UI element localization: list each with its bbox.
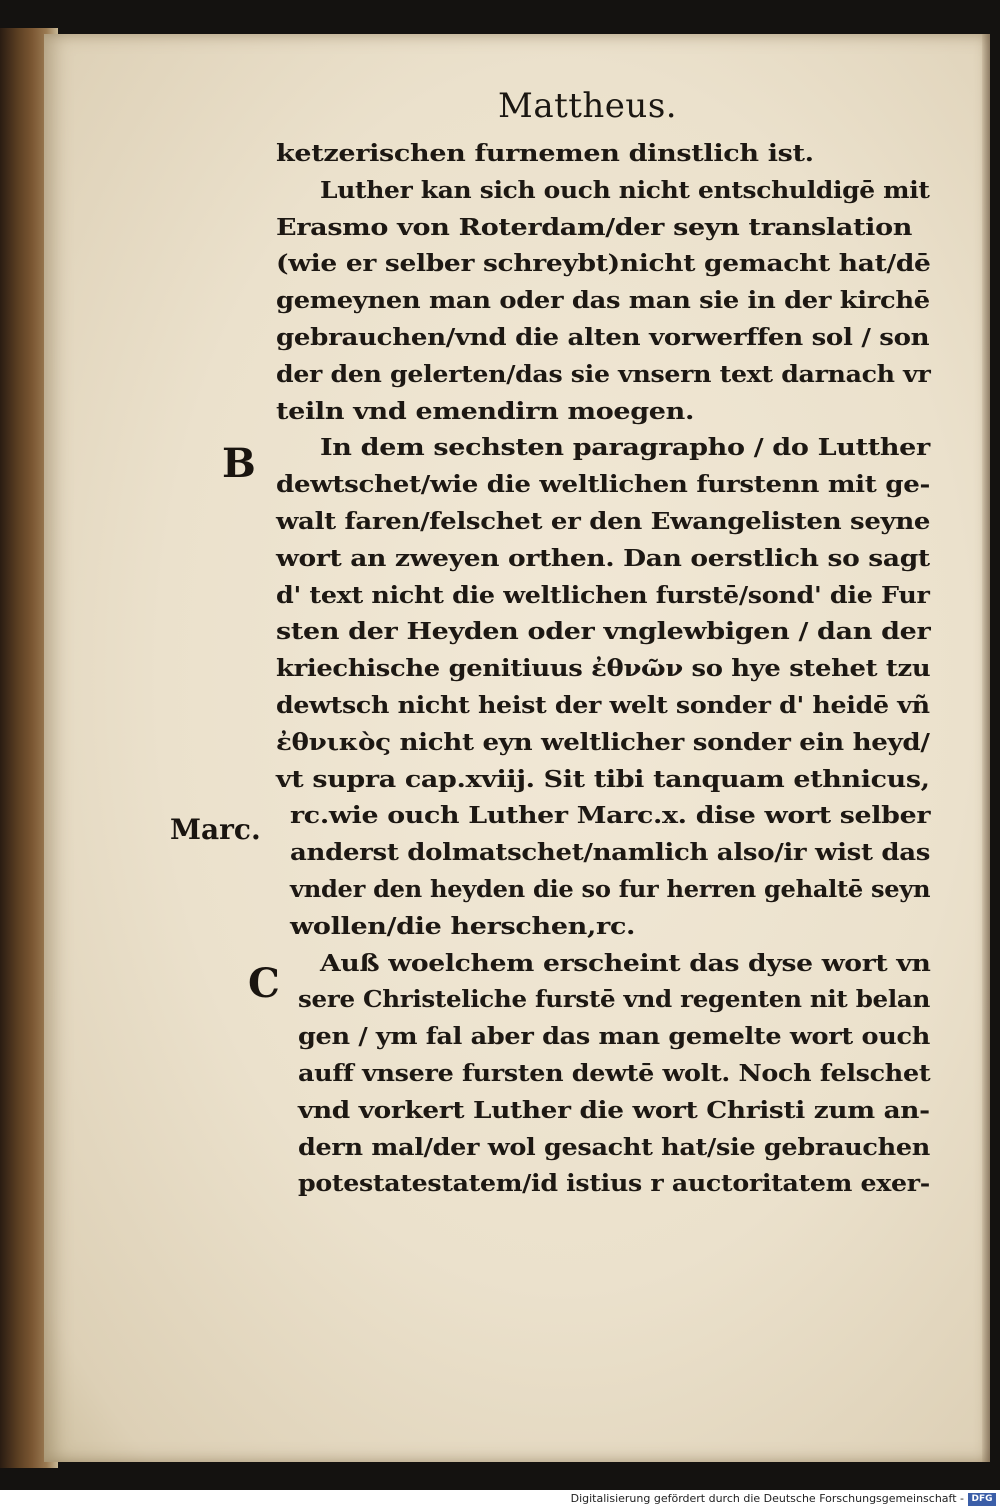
text-line: walt faren/felschet er den Ewangelisten seyne xyxy=(276,507,931,535)
text-line: vnd vorkert Luther die wort Christi zum an- xyxy=(298,1096,930,1124)
text-line: gebrauchen/vnd die alten vorwerffen sol / son xyxy=(276,323,930,351)
marginal-note-c: C xyxy=(248,960,280,1007)
running-head: Mattheus. xyxy=(498,86,678,126)
marginal-note-b: B xyxy=(222,440,256,487)
dfg-logo: DFG xyxy=(968,1493,996,1506)
text-line: anderst dolmatschet/namlich also/ir wist das xyxy=(290,838,931,866)
text-line: In dem sechsten paragrapho / do Lutther xyxy=(320,433,930,461)
text-line: Auß woelchem erscheint das dyse wort vn xyxy=(320,949,931,977)
text-line: dewtschet/wie die weltlichen furstenn mit ge- xyxy=(276,470,931,498)
text-line: der den gelerten/das sie vnsern text darnach vr xyxy=(276,360,931,388)
text-line: gemeynen man oder das man sie in der kirchē xyxy=(276,286,930,314)
text-line: ἐθνικὸς nicht eyn weltlicher sonder ein heyd/ xyxy=(276,728,930,756)
text-line: teiln vnd emendirn moegen. xyxy=(276,397,695,425)
text-line: sere Christeliche furstē vnd regenten nit belan xyxy=(298,985,931,1013)
text-line: potestatestatem/id istius r auctoritatem exer- xyxy=(298,1169,930,1197)
text-line: kriechische genitiuus ἐθνῶν so hye stehet tzu xyxy=(276,654,931,682)
marginal-note-marc: Marc. xyxy=(170,813,261,846)
text-line: vnder den heyden die so fur herren gehaltē seyn xyxy=(290,875,931,903)
credit-bar xyxy=(0,1490,1000,1509)
text-line: auff vnsere fursten dewtē wolt. Noch felschet xyxy=(298,1059,931,1087)
text-line: wollen/die herschen,rc. xyxy=(290,912,636,940)
text-line: ketzerischen furnemen dinstlich ist. xyxy=(276,139,814,167)
text-line: dewtsch nicht heist der welt sonder d' heidē vñ xyxy=(276,691,930,719)
text-line: Luther kan sich ouch nicht entschuldigē mit xyxy=(320,176,930,204)
text-line: sten der Heyden oder vnglewbigen / dan der xyxy=(276,617,931,645)
credit-text: Digitalisierung gefördert durch die Deutsche Forschungsgemeinschaft - xyxy=(570,1492,964,1505)
text-line: rc.wie ouch Luther Marc.x. dise wort selber xyxy=(290,801,931,829)
text-line: (wie er selber schreybt)nicht gemacht hat/dē xyxy=(276,249,931,277)
text-line: d' text nicht die weltlichen furstē/sond' die Fur xyxy=(276,581,930,609)
text-line: dern mal/der wol gesacht hat/sie gebrauchen xyxy=(298,1133,931,1161)
text-line: wort an zweyen orthen. Dan oerstlich so sagt xyxy=(276,544,930,572)
text-line: Erasmo von Roterdam/der seyn translation xyxy=(276,213,913,241)
text-line: gen / ym fal aber das man gemelte wort ouch xyxy=(298,1022,930,1050)
text-line: vt supra cap.xviij. Sit tibi tanquam ethnicus, xyxy=(276,765,930,793)
